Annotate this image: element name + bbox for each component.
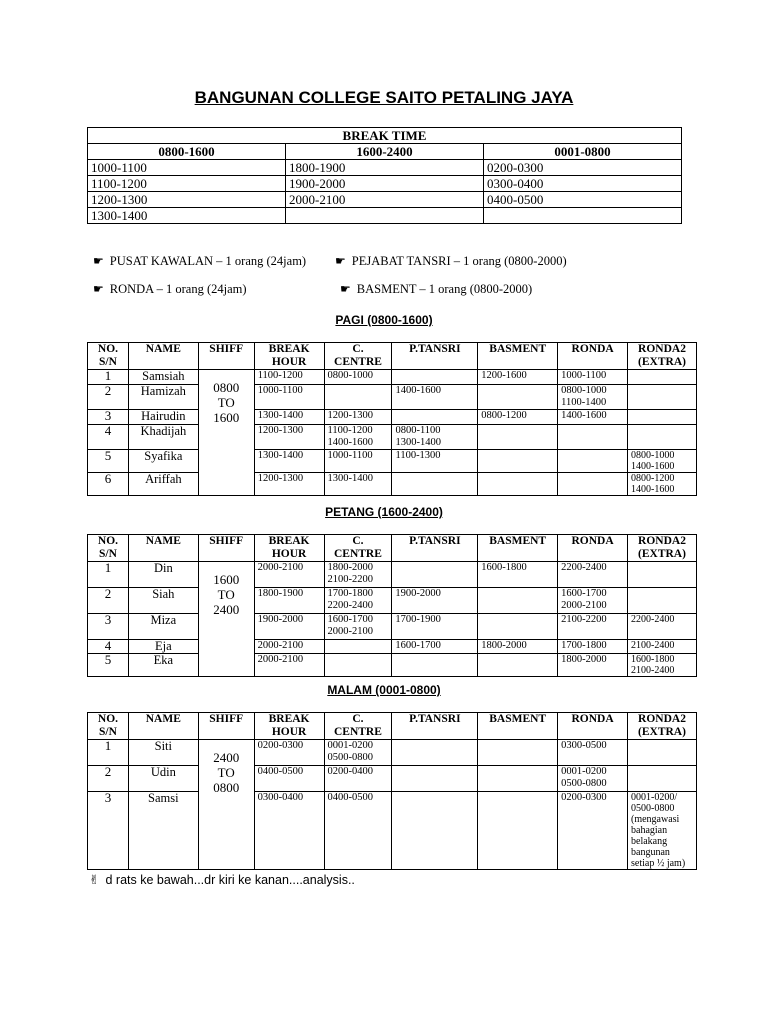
- break-cell: 1100-1200: [88, 176, 286, 192]
- row-ronda: [558, 410, 628, 425]
- row-centre: [324, 740, 392, 766]
- cell-line: NO.: [97, 535, 119, 547]
- row-ronda2: [628, 473, 697, 496]
- row-ronda: [558, 614, 628, 640]
- row-ronda2: [628, 792, 697, 870]
- break-col-header: 0800-1600: [88, 144, 286, 160]
- table-row: [88, 192, 682, 208]
- bullet-ronda: ☛ RONDA – 1 orang (24jam): [93, 282, 247, 296]
- row-ronda2: [628, 562, 697, 588]
- cell-line: 0800-1000: [327, 370, 374, 381]
- cell-line: (EXTRA): [638, 726, 686, 738]
- table-row: [88, 562, 697, 588]
- row-centre: [324, 614, 392, 640]
- cell-line: HOUR: [271, 548, 307, 560]
- col-header-centre: [324, 343, 392, 370]
- row-no: 4: [88, 425, 129, 450]
- row-name: Eja: [128, 640, 198, 654]
- table-row: [88, 425, 697, 450]
- cell-line: 0001-0200/ 0500-0800: [631, 792, 678, 814]
- row-no: 5: [88, 654, 129, 677]
- petang-table: [87, 534, 697, 677]
- col-header-name: NAME: [128, 343, 198, 370]
- table-row: [88, 588, 697, 614]
- row-name: Samsiah: [128, 370, 198, 385]
- row-no: 5: [88, 450, 129, 473]
- row-ronda2: [628, 640, 697, 654]
- row-ptansri: [392, 588, 478, 614]
- row-name: Siti: [128, 740, 198, 766]
- cell-line: 0800-1100: [395, 425, 441, 436]
- break-cell: 1300-1400: [88, 208, 286, 224]
- row-ronda: [558, 640, 628, 654]
- row-break-hour: 0400-0500: [254, 766, 324, 792]
- cell-line: CENTRE: [333, 726, 382, 738]
- row-ronda2: [628, 450, 697, 473]
- row-break-hour: 1300-1400: [254, 410, 324, 425]
- cell-line: S/N: [99, 356, 117, 368]
- col-header-ptansri: P.TANSRI: [392, 713, 478, 740]
- table-row: [88, 450, 697, 473]
- cell-line: 0800-1000: [631, 450, 675, 461]
- row-break-hour: 1900-2000: [254, 614, 324, 640]
- cell-line: 1600-1700: [561, 588, 607, 599]
- col-header-name: NAME: [128, 535, 198, 562]
- break-cell: [484, 208, 682, 224]
- table-row: [88, 176, 682, 192]
- cell-line: 2000-2100: [327, 626, 373, 637]
- break-cell: [286, 208, 484, 224]
- cell-line: 1400-1600: [327, 437, 374, 448]
- row-basment: 0800-1200: [478, 410, 558, 425]
- break-cell: 0400-0500: [484, 192, 682, 208]
- cell-line: NO.: [97, 713, 119, 725]
- col-header-shiff: SHIFF: [198, 713, 254, 740]
- row-ptansri: [392, 450, 478, 473]
- row-centre: [324, 654, 392, 677]
- row-ptansri: [392, 562, 478, 588]
- row-ronda: [558, 766, 628, 792]
- cell-line: CENTRE: [333, 548, 382, 560]
- row-ronda2: [628, 766, 697, 792]
- row-centre: [324, 473, 392, 496]
- footer-note: ✌ d rats ke bawah...dr kiri ke kanan....analysis..: [89, 872, 355, 887]
- cell-line: belakang bangunan: [631, 836, 670, 858]
- row-ptansri: [392, 640, 478, 654]
- row-basment: [478, 766, 558, 792]
- cell-line: CENTRE: [334, 356, 382, 368]
- cell-line: TO: [217, 587, 235, 602]
- row-break-hour: 1000-1100: [254, 385, 324, 410]
- cell-line: 1600: [213, 572, 240, 587]
- col-header-no: [88, 713, 129, 740]
- shiff-cell: [198, 370, 254, 496]
- cell-line: 0500-0800: [561, 778, 607, 789]
- row-ptansri: [392, 473, 478, 496]
- cell-line: TO: [217, 395, 235, 410]
- table-row: [88, 370, 697, 385]
- cell-line: RONDA2: [638, 535, 686, 547]
- row-basment: [478, 473, 558, 496]
- col-header-basment: BASMENT: [478, 535, 558, 562]
- row-no: 2: [88, 766, 129, 792]
- cell-line: 0200-0300: [561, 792, 607, 803]
- col-header-ronda: RONDA: [558, 713, 628, 740]
- cell-line: 0001-0200: [327, 740, 373, 751]
- cell-line: 1000-1100: [327, 450, 373, 461]
- break-time-header: BREAK TIME: [88, 128, 682, 144]
- cell-line: 2100-2400: [631, 665, 675, 676]
- row-centre: [324, 792, 392, 870]
- cell-line: S/N: [99, 726, 117, 738]
- cell-line: 0800: [213, 780, 240, 795]
- cell-line: 1600-1800: [631, 654, 675, 665]
- col-header-ronda: RONDA: [558, 535, 628, 562]
- cell-line: 0300-0500: [561, 740, 607, 751]
- malam-title: MALAM (0001-0800): [327, 683, 441, 697]
- bullet-basment: ☛ BASMENT – 1 orang (0800-2000): [340, 282, 533, 296]
- break-cell: 2000-2100: [286, 192, 484, 208]
- col-header-no: [88, 343, 129, 370]
- row-ptansri: [392, 410, 478, 425]
- row-no: 4: [88, 640, 129, 654]
- cell-line: 0400-0500: [327, 792, 373, 803]
- row-ptansri: [392, 385, 478, 410]
- break-cell: 0300-0400: [484, 176, 682, 192]
- row-break-hour: 2000-2100: [254, 654, 324, 677]
- cell-line: BREAK: [268, 713, 310, 725]
- cell-line: 2200-2400: [327, 600, 373, 611]
- break-cell: 0200-0300: [484, 160, 682, 176]
- col-header-no: [88, 535, 129, 562]
- cell-line: HOUR: [271, 726, 307, 738]
- row-basment: [478, 588, 558, 614]
- row-name: Udin: [128, 766, 198, 792]
- break-col-header: 0001-0800: [484, 144, 682, 160]
- cell-line: RONDA2: [638, 713, 686, 725]
- cell-line: 1100-1200: [327, 425, 373, 436]
- cell-line: (EXTRA): [638, 356, 686, 368]
- pointing-hand-icon: ☛: [93, 282, 104, 296]
- row-ronda: [558, 385, 628, 410]
- row-centre: [324, 370, 392, 385]
- row-ronda: [558, 588, 628, 614]
- row-ronda: [558, 473, 628, 496]
- cell-line: 1400-1600: [631, 484, 675, 495]
- table-row: [88, 208, 682, 224]
- row-ptansri: [392, 654, 478, 677]
- row-ronda2: [628, 385, 697, 410]
- row-ronda2: [628, 654, 697, 677]
- col-header-centre: [324, 535, 392, 562]
- row-basment: [478, 425, 558, 450]
- table-row: [88, 740, 697, 766]
- cell-line: 2000-2100: [561, 600, 607, 611]
- row-basment: [478, 792, 558, 870]
- cell-line: 1400-1600: [631, 461, 675, 472]
- cell-line: BREAK: [268, 535, 310, 547]
- shiff-cell: [198, 562, 254, 677]
- cell-line: 1900-2000: [395, 588, 441, 599]
- cell-line: 0500-0800: [327, 752, 373, 763]
- row-break-hour: 1200-1300: [254, 473, 324, 496]
- cell-line: 0800-1200: [631, 473, 675, 484]
- row-break-hour: 2000-2100: [254, 640, 324, 654]
- col-header-shiff: SHIFF: [198, 343, 254, 370]
- cell-line: 1800-2000: [327, 562, 373, 573]
- cell-line: 2400: [213, 750, 240, 765]
- row-name: Hairudin: [128, 410, 198, 425]
- row-ronda: [558, 425, 628, 450]
- row-break-hour: 1200-1300: [254, 425, 324, 450]
- cell-line: (EXTRA): [638, 548, 686, 560]
- table-row: [88, 410, 697, 425]
- row-name: Eka: [128, 654, 198, 677]
- table-header-row: [88, 535, 697, 562]
- break-cell: 1000-1100: [88, 160, 286, 176]
- pagi-table: [87, 342, 697, 496]
- cell-line: TO: [217, 765, 235, 780]
- cell-line: C.: [352, 713, 364, 725]
- table-row: [88, 792, 697, 870]
- cell-line: RONDA2: [638, 343, 686, 355]
- cell-line: 2400: [213, 602, 240, 617]
- shiff-cell: [198, 740, 254, 870]
- col-header-ronda2: [628, 713, 697, 740]
- cell-line: 0001-0200: [561, 766, 607, 777]
- row-ptansri: [392, 614, 478, 640]
- cell-line: S/N: [99, 548, 117, 560]
- row-centre: [324, 450, 392, 473]
- row-ronda2: [628, 370, 697, 385]
- row-basment: 1600-1800: [478, 562, 558, 588]
- row-ptansri: [392, 740, 478, 766]
- cell-line: (mengawasi bahagian: [631, 814, 680, 836]
- cell-line: 2100-2400: [631, 640, 675, 651]
- col-header-shiff: SHIFF: [198, 535, 254, 562]
- table-row: [88, 640, 697, 654]
- row-no: 3: [88, 410, 129, 425]
- col-header-basment: BASMENT: [478, 713, 558, 740]
- row-ronda2: [628, 410, 697, 425]
- col-header-break: [254, 535, 324, 562]
- col-header-ptansri: P.TANSRI: [392, 535, 478, 562]
- break-cell: 1900-2000: [286, 176, 484, 192]
- cell-line: 1000-1100: [561, 370, 607, 381]
- break-cell: 1800-1900: [286, 160, 484, 176]
- cell-line: 2100-2200: [327, 574, 373, 585]
- pointing-hand-icon: ☛: [340, 282, 351, 296]
- row-basment: [478, 450, 558, 473]
- cell-line: 2200-2400: [631, 614, 675, 625]
- pointing-hand-icon: ☛: [335, 254, 346, 268]
- col-header-break: [254, 713, 324, 740]
- row-basment: [478, 614, 558, 640]
- cell-line: 1100-1400: [561, 397, 607, 408]
- bullet-pejabat-tansri: ☛ PEJABAT TANSRI – 1 orang (0800-2000): [335, 254, 567, 268]
- row-centre: [324, 588, 392, 614]
- row-ronda: [558, 562, 628, 588]
- page-title: BANGUNAN COLLEGE SAITO PETALING JAYA: [194, 88, 574, 107]
- victory-hand-icon: ✌: [89, 872, 100, 887]
- cell-line: 2100-2200: [561, 614, 607, 625]
- row-ronda2: [628, 740, 697, 766]
- break-cell: 1200-1300: [88, 192, 286, 208]
- cell-line: 1300-1400: [395, 437, 441, 448]
- row-centre: [324, 562, 392, 588]
- row-ronda: [558, 792, 628, 870]
- row-basment: [478, 385, 558, 410]
- row-ronda: [558, 370, 628, 385]
- row-name: Siah: [128, 588, 198, 614]
- cell-line: 0200-0400: [327, 766, 373, 777]
- row-ptansri: [392, 425, 478, 450]
- table-row: [88, 473, 697, 496]
- cell-line: BREAK: [268, 343, 310, 355]
- row-name: Ariffah: [128, 473, 198, 496]
- cell-line: 1700-1800: [561, 640, 607, 651]
- cell-line: 1600-1700: [395, 640, 441, 651]
- table-row: [88, 654, 697, 677]
- table-header-row: [88, 713, 697, 740]
- col-header-break: [254, 343, 324, 370]
- cell-line: 1100-1300: [395, 450, 441, 461]
- row-name: Miza: [128, 614, 198, 640]
- cell-line: 1700-1800: [327, 588, 373, 599]
- col-header-centre: [324, 713, 392, 740]
- row-ronda2: [628, 425, 697, 450]
- cell-line: 1400-1600: [561, 410, 607, 421]
- row-name: Din: [128, 562, 198, 588]
- col-header-ronda: RONDA: [558, 343, 628, 370]
- table-header-row: [88, 343, 697, 370]
- row-no: 1: [88, 562, 129, 588]
- break-col-header: 1600-2400: [286, 144, 484, 160]
- cell-line: 1200-1300: [327, 410, 374, 421]
- row-basment: [478, 654, 558, 677]
- cell-line: C.: [352, 343, 364, 355]
- break-time-table: [87, 127, 682, 224]
- col-header-name: NAME: [128, 713, 198, 740]
- row-name: Khadijah: [128, 425, 198, 450]
- malam-table: [87, 712, 697, 870]
- cell-line: C.: [352, 535, 364, 547]
- row-centre: [324, 640, 392, 654]
- row-name: Syafika: [128, 450, 198, 473]
- row-ptansri: [392, 766, 478, 792]
- cell-line: 1600-1700: [327, 614, 373, 625]
- row-break-hour: 1300-1400: [254, 450, 324, 473]
- row-break-hour: 1800-1900: [254, 588, 324, 614]
- cell-line: 0800: [213, 380, 240, 395]
- table-row: [88, 160, 682, 176]
- row-basment: 1200-1600: [478, 370, 558, 385]
- row-centre: [324, 385, 392, 410]
- row-break-hour: 0300-0400: [254, 792, 324, 870]
- pointing-hand-icon: ☛: [93, 254, 104, 268]
- cell-line: 1300-1400: [327, 473, 374, 484]
- table-row: [88, 385, 697, 410]
- row-basment: [478, 740, 558, 766]
- row-ronda: [558, 654, 628, 677]
- row-no: 1: [88, 370, 129, 385]
- cell-line: 1600: [213, 410, 240, 425]
- row-basment: 1800-2000: [478, 640, 558, 654]
- col-header-ronda2: [628, 535, 697, 562]
- cell-line: 0800-1000: [561, 385, 607, 396]
- row-no: 2: [88, 385, 129, 410]
- cell-line: NO.: [97, 343, 119, 355]
- row-centre: [324, 425, 392, 450]
- table-row: [88, 766, 697, 792]
- row-name: Samsi: [128, 792, 198, 870]
- row-ronda: [558, 740, 628, 766]
- cell-line: HOUR: [271, 356, 307, 368]
- row-no: 1: [88, 740, 129, 766]
- cell-line: 1700-1900: [395, 614, 441, 625]
- row-centre: [324, 410, 392, 425]
- cell-line: 1400-1600: [395, 385, 441, 396]
- cell-line: setiap ½ jam): [631, 858, 686, 869]
- row-name: Hamizah: [128, 385, 198, 410]
- row-break-hour: 1100-1200: [254, 370, 324, 385]
- col-header-ptansri: P.TANSRI: [392, 343, 478, 370]
- row-ptansri: [392, 370, 478, 385]
- row-ronda: [558, 450, 628, 473]
- col-header-basment: BASMENT: [478, 343, 558, 370]
- petang-title: PETANG (1600-2400): [325, 505, 443, 519]
- row-ronda2: [628, 588, 697, 614]
- table-row: [88, 614, 697, 640]
- row-no: 3: [88, 614, 129, 640]
- row-centre: [324, 766, 392, 792]
- cell-line: 1800-2000: [561, 654, 607, 665]
- row-no: 3: [88, 792, 129, 870]
- row-ptansri: [392, 792, 478, 870]
- row-break-hour: 2000-2100: [254, 562, 324, 588]
- col-header-ronda2: [628, 343, 697, 370]
- pagi-title: PAGI (0800-1600): [335, 313, 433, 327]
- row-break-hour: 0200-0300: [254, 740, 324, 766]
- cell-line: 2200-2400: [561, 562, 607, 573]
- row-no: 6: [88, 473, 129, 496]
- bullet-pusat-kawalan: ☛ PUSAT KAWALAN – 1 orang (24jam): [93, 254, 307, 268]
- row-no: 2: [88, 588, 129, 614]
- row-ronda2: [628, 614, 697, 640]
